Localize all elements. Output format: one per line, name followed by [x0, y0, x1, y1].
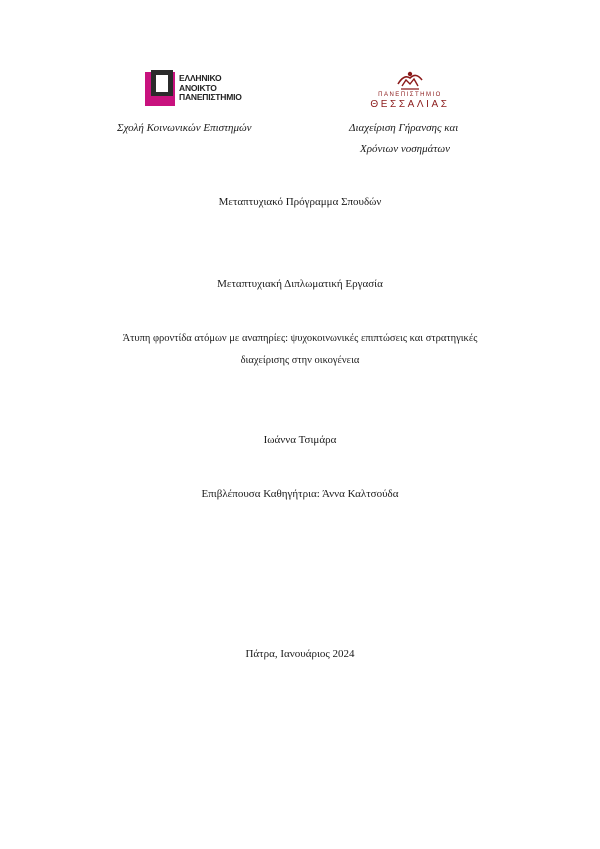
department-line2: Χρόνιων νοσημάτων [360, 143, 450, 155]
department-line1: Διαχείριση Γήρανσης και [349, 122, 459, 134]
eap-logo-line: ΑΝΟΙΚΤΟ [179, 82, 217, 93]
uth-logo [360, 68, 460, 110]
eap-logo [143, 70, 253, 108]
program-title: Μεταπτυχιακό Πρόγραμμα Σπουδών [218, 196, 382, 208]
thesis-title-line1: Άτυπη φροντίδα ατόμων με αναπηρίες: ψυχοκοινωνικές επιπτώσεις και στρατηγικές [122, 333, 478, 344]
thesis-title-line2: διαχείρισης στην οικογένεια [240, 355, 360, 366]
eap-logo-text [179, 74, 242, 103]
supervisor: Επιβλέπουσα Καθηγήτρια: Άννα Καλτσούδα [201, 488, 399, 500]
thesis-label: Μεταπτυχιακή Διπλωματική Εργασία [217, 278, 383, 290]
uth-logo-line2: ΘΕΣΣΑΛΙΑΣ [370, 99, 450, 110]
uth-logo-line1: ΠΑΝΕΠΙΣΤΗΜΙΟ [378, 92, 442, 98]
school-name: Σχολή Κοινωνικών Επιστημών [117, 122, 252, 134]
eap-logo-line: ΠΑΝΕΠΙΣΤΗΜΙΟ [179, 92, 242, 102]
uth-emblem-icon [396, 68, 424, 94]
place-date: Πάτρα, Ιανουάριος 2024 [245, 648, 355, 660]
author-name: Ιωάννα Τσιμάρα [263, 434, 337, 446]
eap-logo-line: ΕΛΛΗΝΙΚΟ [179, 73, 222, 83]
eap-logo-icon [143, 70, 177, 108]
